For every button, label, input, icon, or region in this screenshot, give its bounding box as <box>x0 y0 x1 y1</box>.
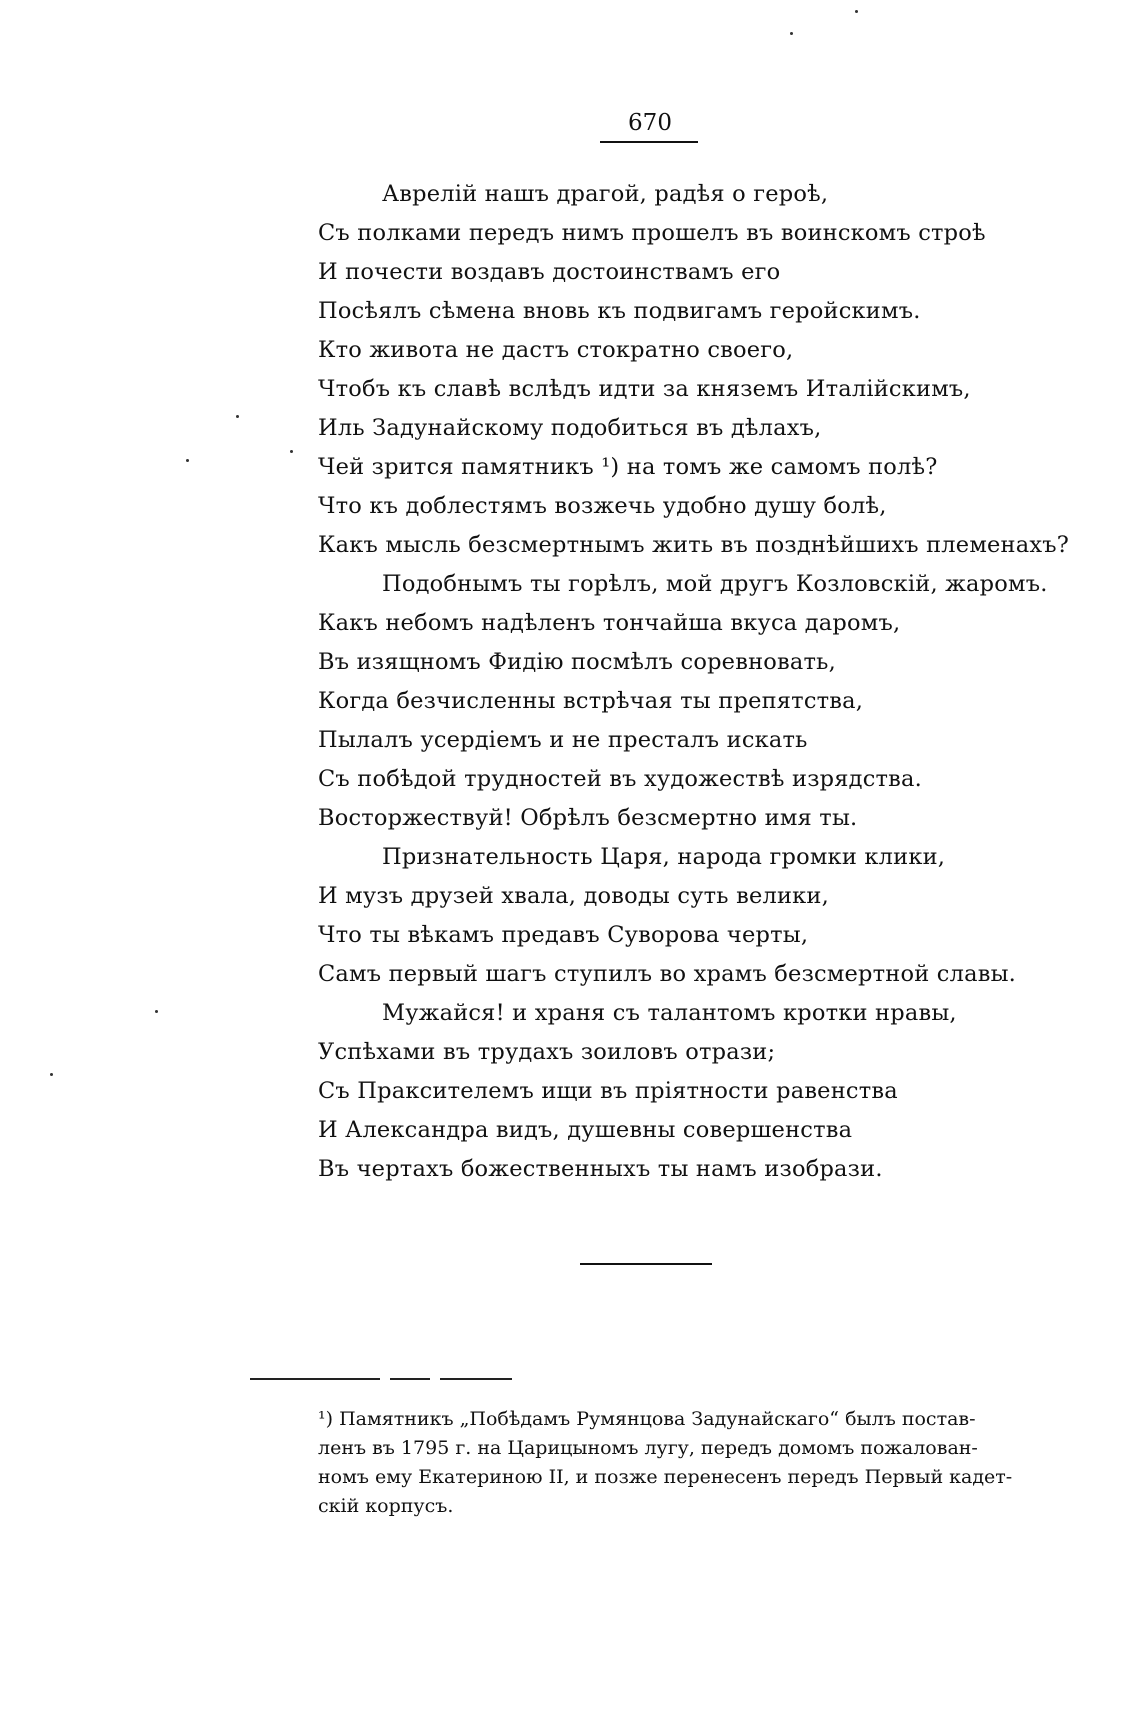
verse-line: Какъ небомъ надѣленъ тончайша вкуса даромъ, <box>318 610 901 636</box>
verse-line: Какъ мысль безсмертнымъ жить въ позднѣйшихъ племенахъ? <box>318 532 1070 558</box>
verse-line: Съ побѣдой трудностей въ художествѣ изрядства. <box>318 766 922 792</box>
verse-line: Самъ первый шагъ ступилъ во храмъ безсмертной славы. <box>318 961 1017 987</box>
verse-line: И Александра видъ, душевны совершенства <box>318 1117 853 1143</box>
verse-line: Аврелій нашъ драгой, радѣя о героѣ, <box>382 181 829 207</box>
verse-line: Успѣхами въ трудахъ зоиловъ отрази; <box>318 1039 776 1065</box>
scan-speck <box>290 450 293 453</box>
scan-speck <box>186 459 189 462</box>
footnote-line <box>318 1405 1048 1434</box>
scan-speck <box>50 1073 53 1076</box>
verse-line: Мужайся! и храня съ талантомъ кротки нравы, <box>382 1000 957 1026</box>
footnote-text: Памятникъ „Побѣдамъ Румянцова Задунайскаго“ былъ постав- <box>339 1408 976 1430</box>
section-end-rule <box>580 1263 712 1265</box>
verse-line: Что ты вѣкамъ предавъ Суворова черты, <box>318 922 809 948</box>
poem <box>318 175 1070 1189</box>
scan-speck <box>790 32 793 35</box>
footnote-separator <box>250 1378 512 1380</box>
verse-line: Посѣялъ сѣмена вновь къ подвигамъ геройскимъ. <box>318 298 921 324</box>
verse-line: И почести воздавъ достоинствамъ его <box>318 259 781 285</box>
page-number: 670 <box>628 110 672 136</box>
footnote-line: ленъ въ 1795 г. на Царицыномъ лугу, передъ домомъ пожалован- <box>318 1437 978 1459</box>
verse-line: Когда безчисленны встрѣчая ты препятства, <box>318 688 864 714</box>
footnote-line: скій корпусъ. <box>318 1495 454 1517</box>
verse-line: Пылалъ усердіемъ и не престалъ искать <box>318 727 808 753</box>
scan-speck <box>155 1010 158 1013</box>
page-number-underline <box>600 141 698 143</box>
verse-line: Кто живота не дастъ стократно своего, <box>318 337 794 363</box>
verse-line: Въ чертахъ божественныхъ ты намъ изобрази. <box>318 1156 883 1182</box>
verse-line: Иль Задунайскому подобиться въ дѣлахъ, <box>318 415 822 441</box>
verse-line: Въ изящномъ Фидію посмѣлъ соревновать, <box>318 649 836 675</box>
scan-speck <box>855 10 858 13</box>
footnote-line: номъ ему Екатериною II, и позже перенесенъ передъ Первый кадет- <box>318 1466 1013 1488</box>
verse-line: Подобнымъ ты горѣлъ, мой другъ Козловскій, жаромъ. <box>382 571 1048 597</box>
verse-line: Чтобъ къ славѣ вслѣдъ идти за княземъ Италійскимъ, <box>318 376 971 402</box>
scan-speck <box>236 415 239 418</box>
verse-line: Съ Праксителемъ ищи въ пріятности равенства <box>318 1078 898 1104</box>
footnote-marker: ¹) <box>318 1408 334 1430</box>
verse-line: Чей зрится памятникъ ¹) на томъ же самомъ полѣ? <box>318 454 938 480</box>
verse-line: И музъ друзей хвала, доводы суть велики, <box>318 883 829 909</box>
verse-line: Съ полками передъ нимъ прошелъ въ воинскомъ строѣ <box>318 220 986 246</box>
verse-line: Что къ доблестямъ возжечь удобно душу болѣ, <box>318 493 887 519</box>
verse-line: Восторжествуй! Обрѣлъ безсмертно имя ты. <box>318 805 858 831</box>
footnote <box>318 1405 1048 1521</box>
verse-line: Признательность Царя, народа громки клики, <box>382 844 946 870</box>
